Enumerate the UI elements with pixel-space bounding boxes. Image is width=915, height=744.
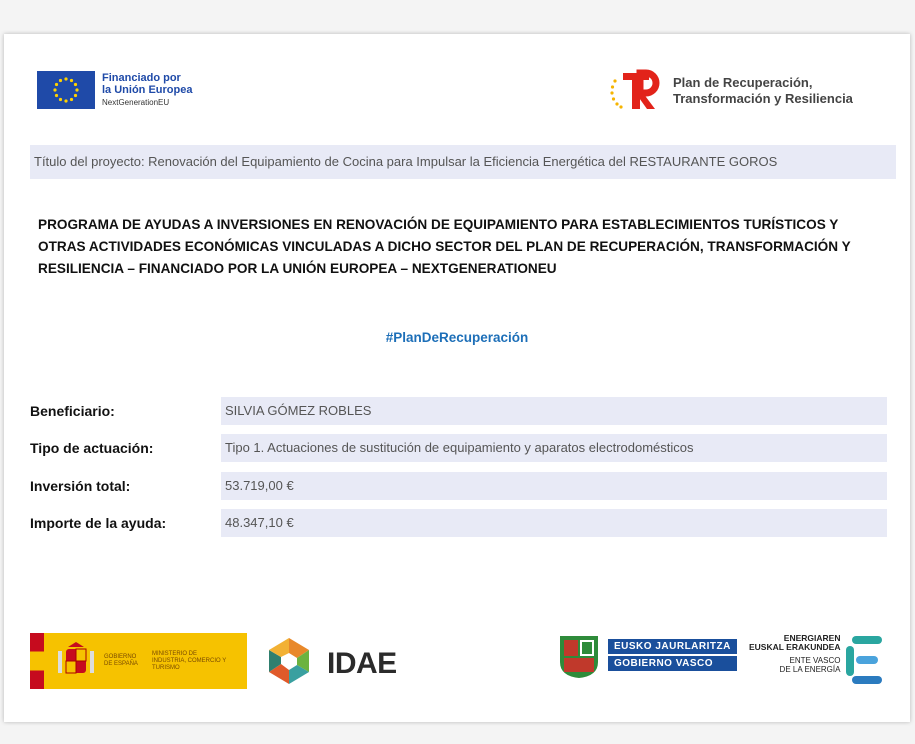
eu-logo-line1: Financiado por — [102, 71, 181, 84]
ej-line2: GOBIERNO VASCO — [608, 656, 737, 671]
eu-logo-line2: la Unión Europea — [102, 83, 193, 96]
prtr-line1: Plan de Recuperación, — [673, 75, 813, 90]
eve-line2: EUSKAL ERAKUNDEA — [749, 642, 841, 652]
ej-line1: EUSKO JAURLARITZA — [608, 639, 737, 654]
prtr-r-icon — [609, 69, 665, 113]
field-value: 53.719,00 € — [221, 472, 887, 500]
idae-emblem-icon — [257, 634, 321, 693]
recovery-plan-logo — [609, 69, 853, 113]
eve-e-icon — [846, 634, 882, 686]
spain-flag-icon — [30, 633, 44, 689]
gobierno-espana-logo — [30, 633, 247, 689]
field-tipo-actuacion — [30, 434, 892, 462]
field-label: Tipo de actuación: — [30, 440, 154, 456]
eu-logo-line3: NextGenerationEU — [102, 97, 170, 107]
field-label: Beneficiario: — [30, 403, 115, 419]
document-sheet — [4, 34, 910, 722]
eve-line3: ENTE VASCO — [789, 656, 841, 665]
field-inversion-total — [30, 472, 892, 500]
field-label: Inversión total: — [30, 478, 131, 494]
ministerio-text: MINISTERIO DE INDUSTRIA, COMERCIO Y TURISMO — [152, 650, 227, 671]
field-beneficiario — [30, 397, 892, 425]
coat-of-arms-icon — [54, 641, 98, 681]
eusko-jaurlaritza-logo — [556, 632, 737, 680]
project-title: Título del proyecto: Renovación del Equipamiento de Cocina para Impulsar la Eficiencia Energética del RESTAURANTE GOROS — [30, 145, 896, 179]
field-label: Importe de la ayuda: — [30, 515, 167, 531]
prtr-line2: Transformación y Resiliencia — [673, 91, 853, 106]
field-importe-ayuda — [30, 509, 892, 537]
hashtag-link[interactable]: #PlanDeRecuperación — [385, 330, 529, 345]
idae-wordmark: IDAE — [327, 646, 397, 680]
field-value: 48.347,10 € — [221, 509, 887, 537]
eu-funding-logo — [37, 71, 192, 109]
basque-shield-icon — [556, 632, 602, 680]
gobierno-text: GOBIERNO DE ESPAÑA — [104, 654, 138, 667]
eve-logo — [749, 634, 882, 686]
field-value: SILVIA GÓMEZ ROBLES — [221, 397, 887, 425]
eu-flag-icon — [37, 71, 95, 109]
field-value: Tipo 1. Actuaciones de sustitución de equipamiento y aparatos electrodomésticos — [221, 434, 887, 462]
eve-line1: ENERGIAREN — [783, 633, 841, 643]
idae-logo — [257, 634, 397, 693]
program-title: PROGRAMA DE AYUDAS A INVERSIONES EN RENOVACIÓN DE EQUIPAMIENTO PARA ESTABLECIMIENTOS TURÍSTICOS Y OTRAS ACTIVIDADES ECONÓMICAS VINCULADAS A DICHO SECTOR DEL PLAN DE RECUPERACIÓN, TRANSFORMACIÓN Y RESILIENCIA – FINANCIADO POR LA UNIÓN EUROPEA – NEXTGENERATIONEU — [38, 217, 851, 276]
eve-line4: DE LA ENERGÍA — [779, 665, 841, 674]
